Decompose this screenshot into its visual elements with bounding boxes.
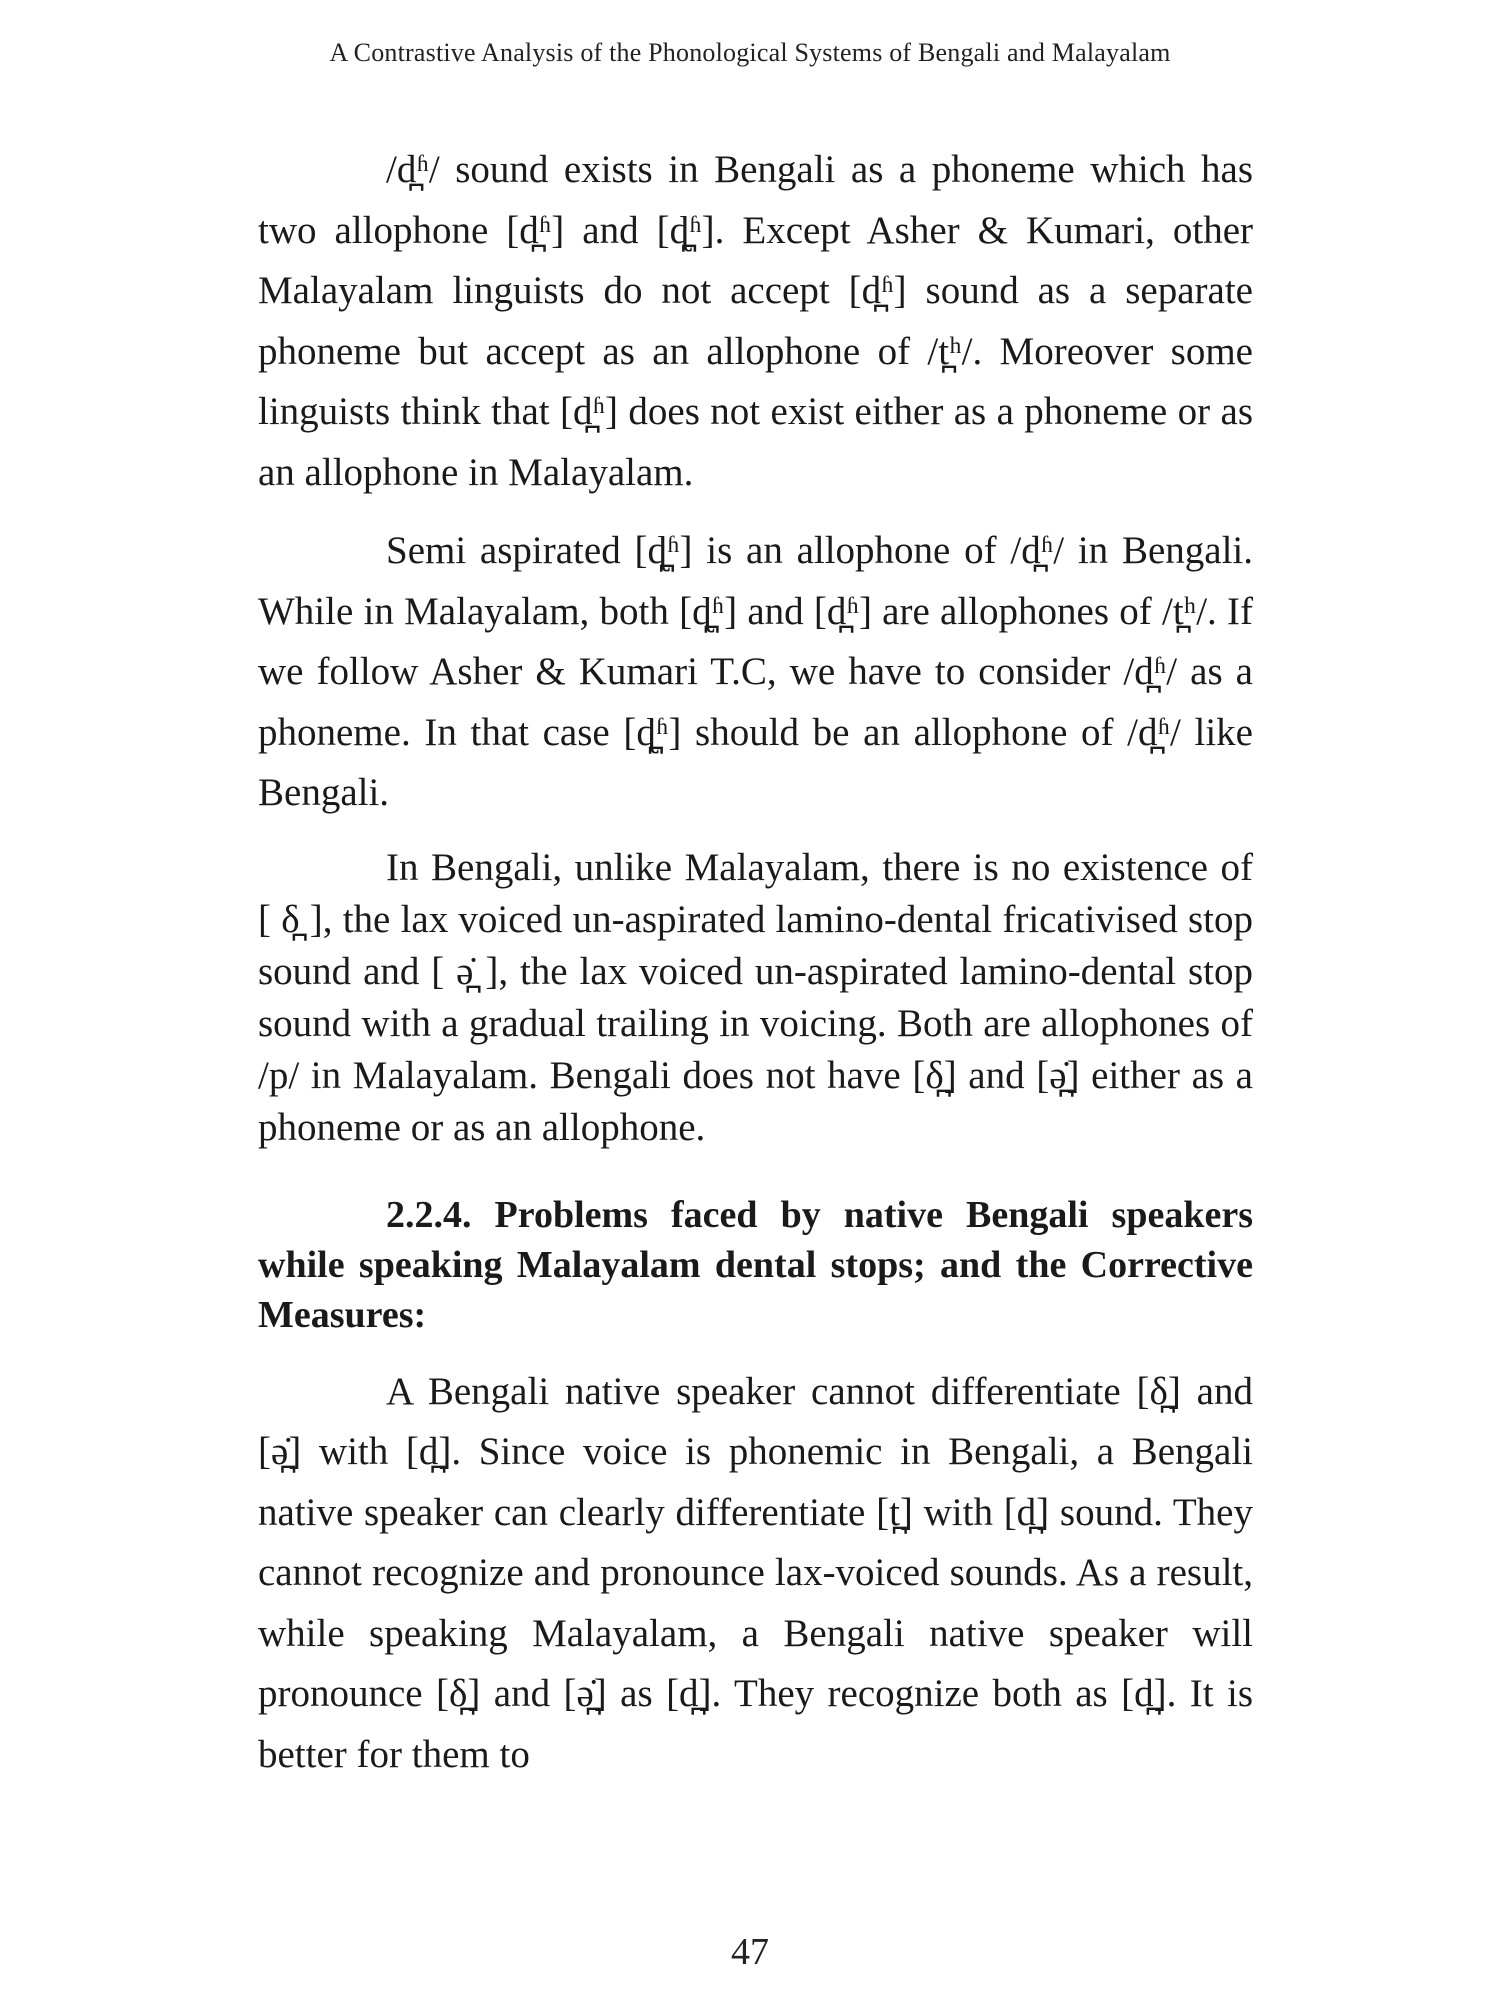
paragraph-4: A Bengali native speaker cannot differentiate [δ̪] and [ə̪̇] with [d̪]. Since voice is phonemic in Bengali, a Bengali native speaker can clearly differentiate [t̪] with [d̪] sound. They cannot recognize and pronounce lax-voiced sounds. As a result, while speaking Malayalam, a Bengali native speaker will pronounce [δ̪] and [ə̪̇] as [d̪]. They recognize both as [d̪]. It is better for them to xyxy=(258,1369,1253,1776)
page-number: 47 xyxy=(731,1931,769,1973)
running-head: A Contrastive Analysis of the Phonological Systems of Bengali and Malayalam xyxy=(329,38,1171,67)
paragraph-2: Semi aspirated [ɖ̪ʱ] is an allophone of /d̪ʱ/ in Bengali. While in Malayalam, both [ɖ̪ʱ] and [d̪ʱ] are allophones of /t̪ʰ/. If we follow Asher & Kumari T.C, we have to consider /d̪ʱ/ as a phoneme. In that case [ɖ̪ʱ] should be an allophone of /d̪ʱ/ like Bengali. xyxy=(258,529,1253,814)
paragraph-1: /d̪ʱ/ sound exists in Bengali as a phoneme which has two allophone [d̪ʱ] and [ɖ̪ʱ]. Except Asher & Kumari, other Malayalam linguists do not accept [d̪ʱ] sound as a separate phoneme but accept as an allophone of /t̪ʰ/. Moreover some linguists think that [d̪ʱ] does not exist either as a phoneme or as an allophone in Malayalam. xyxy=(258,148,1253,494)
paragraph-3: In Bengali, unlike Malayalam, there is no existence of [ δ̪ ], the lax voiced un-aspirated lamino-dental fricativised stop sound and [ ə̪̇ ], the lax voiced un-aspirated lamino-dental stop sound with a gradual trailing in voicing. Both are allophones of /p/ in Malayalam. Bengali does not have [δ̪] and [ə̪̇] either as a phoneme or as an allophone. xyxy=(258,845,1253,1149)
page-body xyxy=(258,140,1253,1803)
section-heading: 2.2.4. Problems faced by native Bengali speakers while speaking Malayalam dental stops; and the Corrective Measures: xyxy=(258,1193,1253,1336)
